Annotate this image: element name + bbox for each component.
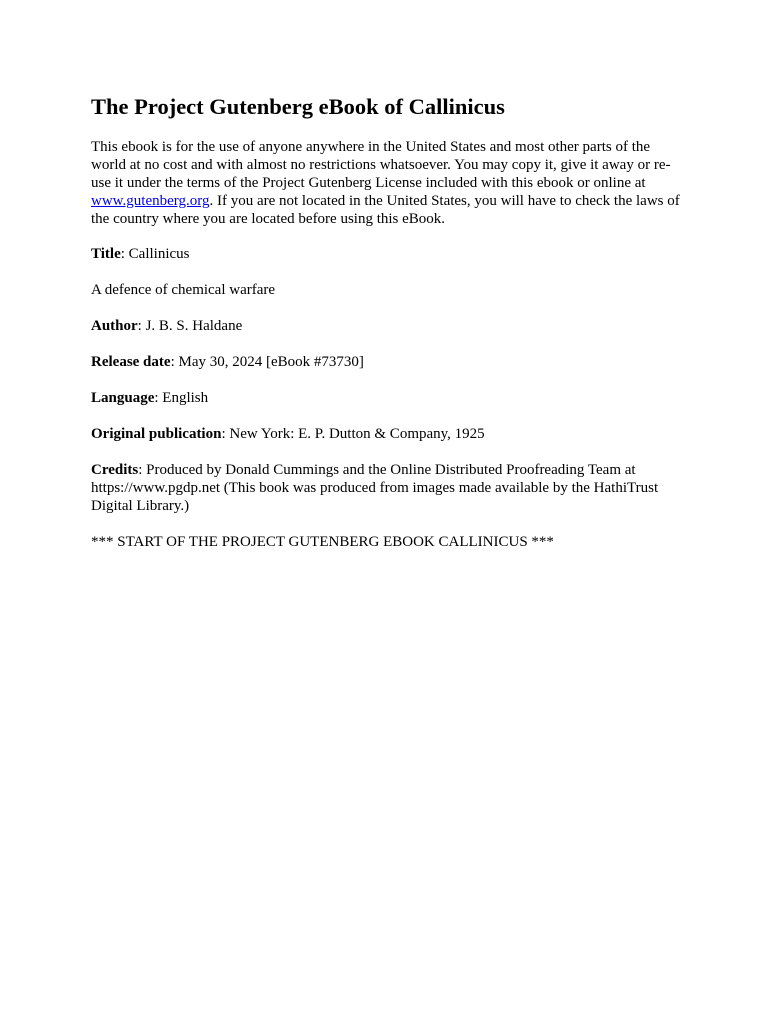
credits-label: Credits	[91, 462, 139, 478]
language-value: : English	[154, 390, 209, 406]
subtitle-text: A defence of chemical warfare	[91, 282, 276, 298]
gutenberg-link[interactable]: www.gutenberg.org	[91, 193, 210, 209]
intro-text-before-link: This ebook is for the use of anyone anywhere in the United States and most other parts of the world at no cost and with almost no restrictions whatsoever. You may copy it, give it away or re-use it under the terms of the Project Gutenberg License included with this ebook or online at	[91, 139, 671, 191]
title-value: : Callinicus	[120, 246, 190, 262]
document-page	[91, 92, 683, 569]
original-publication-field	[91, 425, 683, 443]
credits-value: : Produced by Donald Cummings and the Online Distributed Proofreading Team at https://www.pgdp.net (This book was produced from images made available by the HathiTrust Digital Library.)	[91, 462, 659, 514]
credits-field	[91, 461, 683, 515]
start-marker: *** START OF THE PROJECT GUTENBERG EBOOK CALLINICUS ***	[91, 534, 554, 550]
release-date-value: : May 30, 2024 [eBook #73730]	[170, 354, 364, 370]
author-value: : J. B. S. Haldane	[137, 318, 243, 334]
intro-paragraph	[91, 138, 683, 228]
intro-text-after-link: . If you are not located in the United States, you will have to check the laws of the country where you are located before using this eBook.	[91, 193, 680, 227]
original-publication-value: : New York: E. P. Dutton & Company, 1925	[221, 426, 485, 442]
author-field	[91, 317, 683, 335]
original-publication-label: Original publication	[91, 426, 222, 442]
author-label: Author	[91, 318, 138, 334]
release-date-field	[91, 353, 683, 371]
language-label: Language	[91, 390, 155, 406]
title-label: Title	[91, 246, 121, 262]
language-field	[91, 389, 683, 407]
release-date-label: Release date	[91, 354, 171, 370]
title-field	[91, 245, 683, 263]
page-title: The Project Gutenberg eBook of Callinicus	[91, 94, 505, 119]
